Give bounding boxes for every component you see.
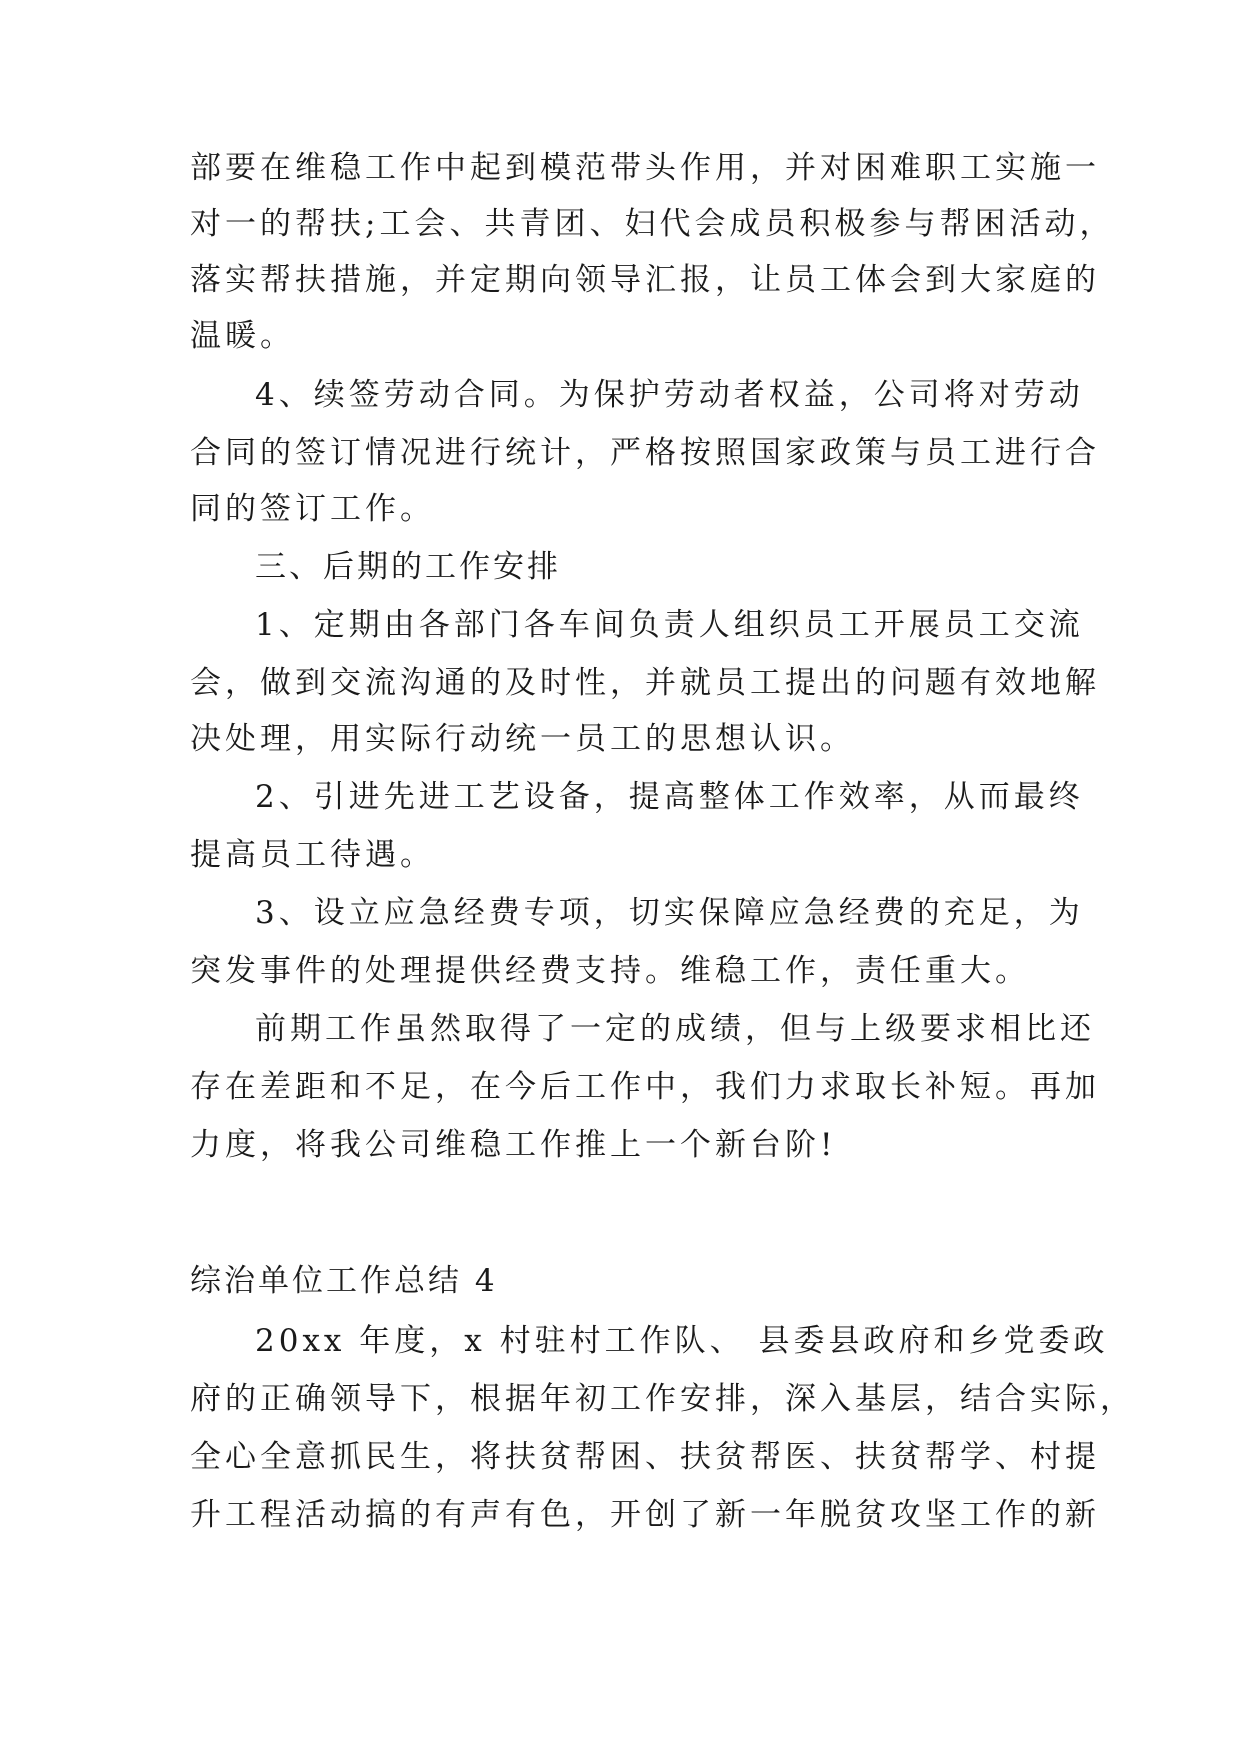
text-line: 突发事件的处理提供经费支持。维稳工作，责任重大。	[190, 953, 1030, 989]
text-line: 会，做到交流沟通的及时性，并就员工提出的问题有效地解	[190, 665, 1100, 701]
text-line: 前期工作虽然取得了一定的成绩，但与上级要求相比还	[255, 1011, 1095, 1047]
text-line: 全心全意抓民生，将扶贫帮困、扶贫帮医、扶贫帮学、村提	[190, 1439, 1100, 1475]
text-line: 对一的帮扶;工会、共青团、妇代会成员积极参与帮困活动，	[190, 206, 1115, 242]
text-line: 府的正确领导下，根据年初工作安排，深入基层，结合实际，	[190, 1381, 1135, 1417]
text-line: 温暖。	[190, 318, 295, 354]
text-line: 4、续签劳动合同。为保护劳动者权益，公司将对劳动	[255, 377, 1084, 413]
section-heading: 三、后期的工作安排	[255, 549, 561, 585]
text-line: 存在差距和不足，在今后工作中，我们力求取长补短。再加	[190, 1069, 1100, 1105]
text-line: 决处理，用实际行动统一员工的思想认识。	[190, 721, 855, 757]
text-line: 3、设立应急经费专项，切实保障应急经费的充足，为	[255, 895, 1084, 931]
text-line: 落实帮扶措施，并定期向领导汇报，让员工体会到大家庭的	[190, 262, 1100, 298]
text-line: 提高员工待遇。	[190, 837, 435, 873]
text-line: 力度，将我公司维稳工作推上一个新台阶!	[190, 1127, 837, 1163]
text-line: 1、定期由各部门各车间负责人组织员工开展员工交流	[255, 607, 1084, 643]
text-line: 部要在维稳工作中起到模范带头作用，并对困难职工实施一	[190, 150, 1100, 186]
text-line: 同的签订工作。	[190, 491, 435, 527]
text-line: 升工程活动搞的有声有色，开创了新一年脱贫攻坚工作的新	[190, 1497, 1100, 1533]
text-line: 20xx 年度，x 村驻村工作队、 县委县政府和乡党委政	[255, 1323, 1109, 1359]
section-title: 综治单位工作总结 4	[190, 1263, 498, 1299]
text-line: 合同的签订情况进行统计，严格按照国家政策与员工进行合	[190, 435, 1100, 471]
text-line: 2、引进先进工艺设备，提高整体工作效率，从而最终	[255, 779, 1084, 815]
